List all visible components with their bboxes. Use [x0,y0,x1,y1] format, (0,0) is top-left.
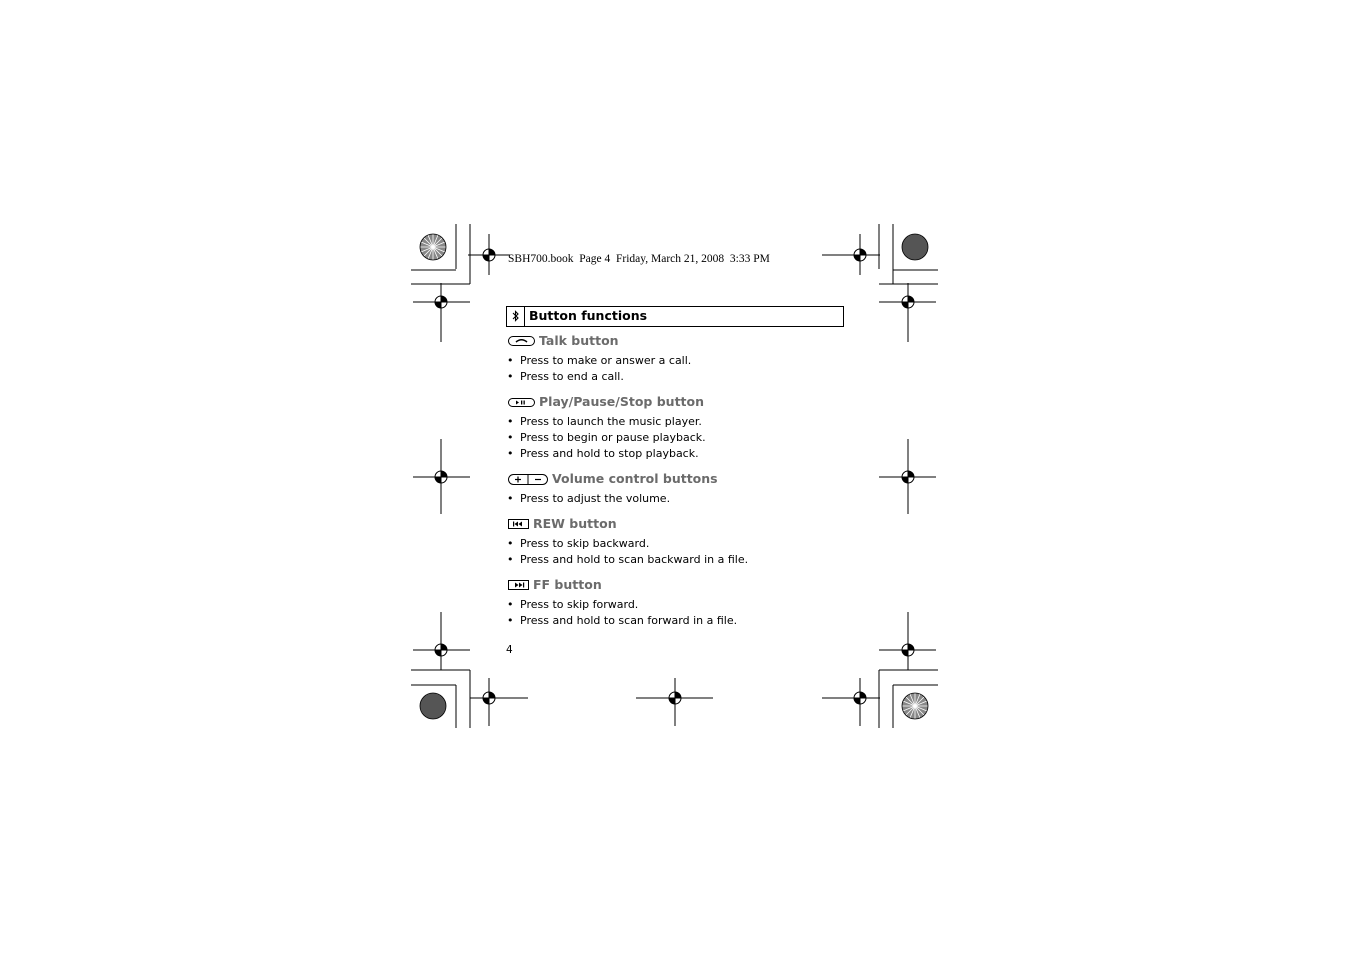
volume-title: Volume control buttons [552,471,718,486]
rew-key-icon [508,519,529,529]
list-item: • [507,537,514,550]
ff-title: FF button [533,577,602,592]
list-item: • [507,415,514,428]
list-item-text: Press and hold to scan forward in a file. [520,614,738,627]
list-item: • [507,447,514,460]
list-item-text: Press to end a call. [520,370,624,383]
list-item: • [507,492,514,505]
list-item-text: Press to make or answer a call. [520,354,692,367]
bluetooth-headset-icon [507,307,525,326]
list-item: • [507,354,514,367]
ff-key-icon [508,580,529,590]
list-item: • [507,370,514,383]
list-item: • [507,614,514,627]
list-item: • [507,598,514,611]
list-item-text: Press to launch the music player. [520,415,702,428]
play-title: Play/Pause/Stop button [539,394,705,409]
list-item-text: Press to skip backward. [520,537,650,550]
section-title: Button functions [529,308,648,323]
talk-key-icon [508,336,535,346]
list-item-text: Press to adjust the volume. [520,492,671,505]
list-item: • [507,431,514,444]
list-item: • [507,553,514,566]
section-header [506,306,844,327]
list-item-text: Press and hold to scan backward in a file. [520,553,749,566]
list-item-text: Press to skip forward. [520,598,639,611]
print-header: SBH700.book Page 4 Friday, March 21, 2008 3:33 PM [508,253,770,265]
list-item-text: Press to begin or pause playback. [520,431,706,444]
play-pause-key-icon [508,398,535,407]
rew-title: REW button [533,516,617,531]
talk-title: Talk button [539,333,619,348]
page-number: 4 [506,644,513,656]
volume-keys-icon [508,474,548,485]
list-item-text: Press and hold to stop playback. [520,447,699,460]
